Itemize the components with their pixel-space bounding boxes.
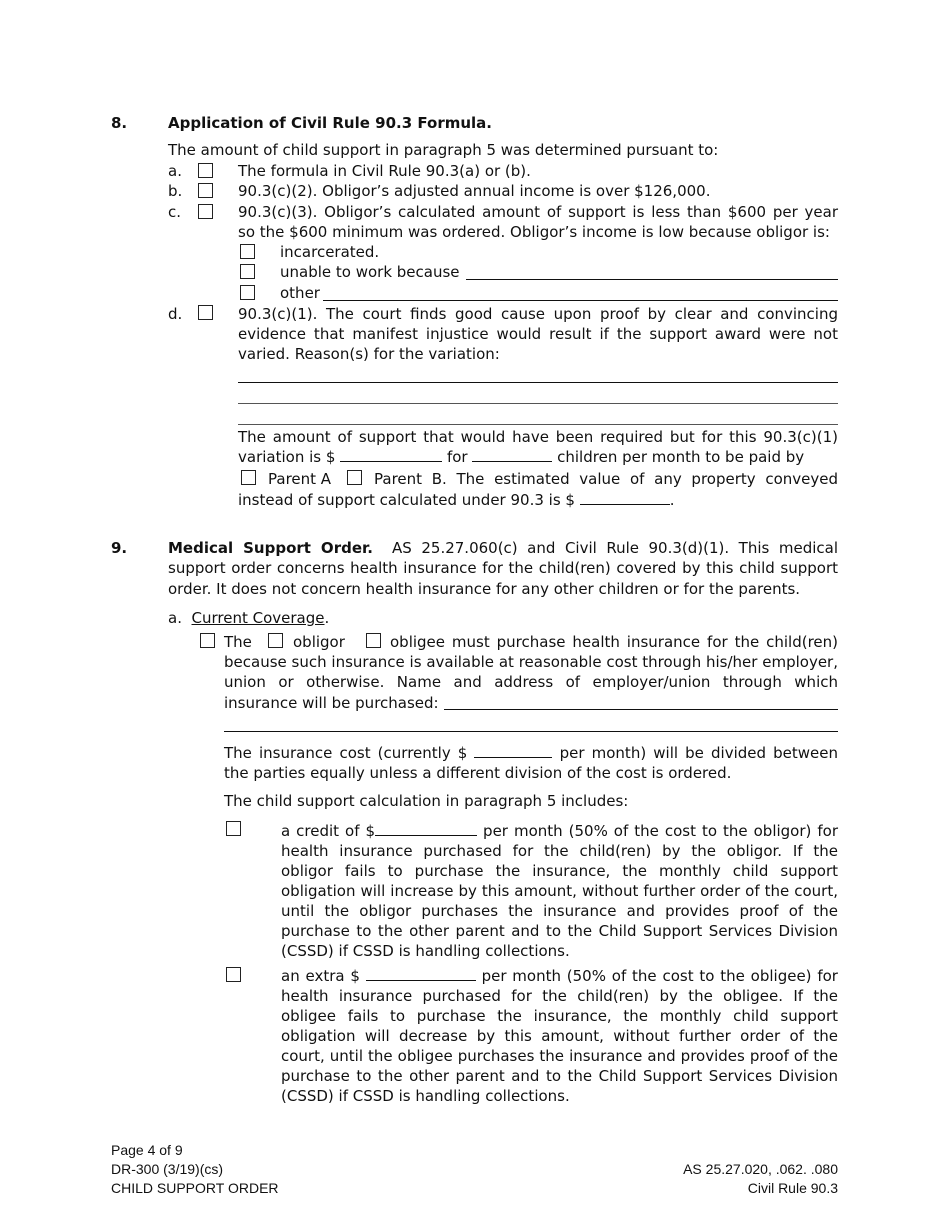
cost-label-1: The insurance cost (currently $ (224, 744, 468, 762)
credit-body-line: health insurance purchased for the child(ren) by the obligor. If the (281, 842, 838, 860)
current-coverage-period: . (324, 609, 330, 627)
variation-children-label: children per month to be paid by (557, 448, 805, 466)
property-value-label: instead of support calculated under 90.3 is $ (238, 491, 575, 509)
section-9-intro-line2: support order concerns health insurance for the child(ren) covered by this child support (168, 559, 838, 577)
cost-label-2: per month) will be divided between (559, 744, 839, 762)
cost-line2: the parties equally unless a different division of the cost is ordered. (224, 764, 732, 782)
footer-page-number: Page 4 of 9 (111, 1142, 183, 1158)
parent-b-label: Parent B. The estimated value of any property conveyed (374, 470, 838, 488)
item-d-line2: evidence that manifest injustice would result if the support award were not (238, 325, 838, 343)
item-d-letter: d. (168, 305, 183, 323)
footer-statute: AS 25.27.020, .062. .080 (683, 1161, 838, 1177)
item-b-text: 90.3(c)(2). Obligor’s adjusted annual income is over $126,000. (238, 182, 711, 200)
unable-to-work-field[interactable] (466, 279, 838, 280)
section-9-intro-line3: order. It does not concern health insurance for any other children or for the parents. (168, 580, 801, 598)
extra-amount-field[interactable] (366, 966, 476, 981)
obligee-checkbox[interactable] (366, 633, 381, 648)
credit-label-1: a credit of $ (281, 822, 376, 840)
item-a-text: The formula in Civil Rule 90.3(a) or (b). (238, 162, 531, 180)
cost-line1 (224, 743, 838, 763)
section-9-title: Medical Support Order. (168, 539, 373, 557)
parent-b-checkbox[interactable] (347, 470, 362, 485)
variation-line4 (238, 490, 675, 510)
cc-line3: union or otherwise. Name and address of employer/union through which (224, 673, 838, 691)
calc-intro: The child support calculation in paragraph 5 includes: (224, 792, 629, 810)
parent-a-label: Parent A (268, 470, 332, 488)
cc-the-label: The (224, 633, 252, 651)
variation-amount-field[interactable] (340, 447, 442, 462)
cc-line4: insurance will be purchased: (224, 694, 439, 712)
credit-body-line: (CSSD) if CSSD is handling collections. (281, 942, 570, 960)
cc-line2: because such insurance is available at reasonable cost through his/her employer, (224, 653, 838, 671)
item-9a-heading (168, 608, 329, 628)
extra-checkbox[interactable] (226, 967, 241, 982)
unable-to-work-checkbox[interactable] (240, 264, 255, 279)
other-field[interactable] (323, 300, 838, 301)
incarcerated-checkbox[interactable] (240, 244, 255, 259)
item-a-checkbox[interactable] (198, 163, 213, 178)
obligor-checkbox[interactable] (268, 633, 283, 648)
credit-body-line: until the obligor purchases the insurance and provides proof of the (281, 902, 838, 920)
current-coverage-checkbox[interactable] (200, 633, 215, 648)
section-9-number: 9. (111, 539, 128, 557)
other-checkbox[interactable] (240, 285, 255, 300)
credit-body-line: obligor fails to purchase the insurance, the monthly child support (281, 862, 838, 880)
section-8-number: 8. (111, 114, 128, 132)
cc-obligee-label: obligee must purchase health insurance for the child(ren) (390, 633, 838, 651)
extra-line1 (281, 966, 838, 986)
item-d-line1: 90.3(c)(1). The court finds good cause upon proof by clear and convincing (238, 305, 838, 323)
variation-reason-line-3[interactable] (238, 424, 838, 425)
parent-a-checkbox[interactable] (241, 470, 256, 485)
variation-children-count-field[interactable] (472, 447, 552, 462)
employer-address-field[interactable] (224, 731, 838, 732)
item-c-checkbox[interactable] (198, 204, 213, 219)
section-8-title: Application of Civil Rule 90.3 Formula. (168, 114, 492, 132)
item-b-checkbox[interactable] (198, 183, 213, 198)
item-c-line2: so the $600 minimum was ordered. Obligor’s income is low because obligor is: (238, 223, 830, 241)
item-d-line3: varied. Reason(s) for the variation: (238, 345, 500, 363)
property-value-period: . (669, 491, 675, 509)
item-c-line1: 90.3(c)(3). Obligor’s calculated amount of support is less than $600 per year (238, 203, 838, 221)
unable-to-work-label: unable to work because (280, 263, 460, 281)
section-9-intro-line1 (168, 538, 838, 558)
variation-line2 (238, 447, 838, 467)
variation-for-label: for (446, 448, 468, 466)
incarcerated-label: incarcerated. (280, 243, 380, 261)
insurance-cost-field[interactable] (474, 743, 552, 758)
item-b-letter: b. (168, 182, 183, 200)
variation-is-label: variation is $ (238, 448, 336, 466)
variation-reason-line-2[interactable] (238, 403, 838, 404)
extra-body-line: obligee fails to purchase the insurance, the monthly child support (281, 1007, 838, 1025)
other-label: other (280, 284, 320, 302)
credit-label-2: per month (50% of the cost to the obligor) for (483, 822, 838, 840)
credit-body-line: obligation will increase by this amount, without further order of the court, (281, 882, 838, 900)
extra-body-line: court, until the obligee purchases the insurance and provides proof of the (281, 1047, 838, 1065)
extra-label-2: per month (50% of the cost to the obligee) for (481, 967, 838, 985)
section-8-intro: The amount of child support in paragraph 5 was determined pursuant to: (168, 141, 719, 159)
credit-line1 (281, 821, 838, 841)
extra-body-line: health insurance purchased for the child(ren) by the obligee. If the (281, 987, 838, 1005)
cc-obligor-label: obligor (293, 633, 345, 651)
property-value-field[interactable] (580, 490, 670, 505)
extra-label-1: an extra $ (281, 967, 360, 985)
footer-rule: Civil Rule 90.3 (747, 1180, 838, 1196)
current-coverage-heading: Current Coverage (191, 609, 325, 627)
item-9a-letter: a. (168, 609, 182, 627)
item-c-letter: c. (168, 203, 182, 221)
extra-body-line: obligation will decrease by this amount, without further order of the (281, 1027, 838, 1045)
variation-line1: The amount of support that would have been required but for this 90.3(c)(1) (238, 428, 838, 446)
item-d-checkbox[interactable] (198, 305, 213, 320)
credit-amount-field[interactable] (375, 821, 477, 836)
footer-form-title: CHILD SUPPORT ORDER (111, 1180, 279, 1196)
extra-body-line: (CSSD) if CSSD is handling collections. (281, 1087, 570, 1105)
footer-form-id: DR-300 (3/19)(cs) (111, 1161, 224, 1177)
employer-name-field[interactable] (444, 709, 838, 710)
section-9-intro-a: AS 25.27.060(c) and Civil Rule 90.3(d)(1). This medical (392, 539, 838, 557)
credit-body-line: purchase to the other parent and to the Child Support Services Division (281, 922, 838, 940)
item-a-letter: a. (168, 162, 182, 180)
extra-body-line: purchase to the other parent and to the Child Support Services Division (281, 1067, 838, 1085)
credit-checkbox[interactable] (226, 821, 241, 836)
variation-reason-line-1[interactable] (238, 382, 838, 383)
